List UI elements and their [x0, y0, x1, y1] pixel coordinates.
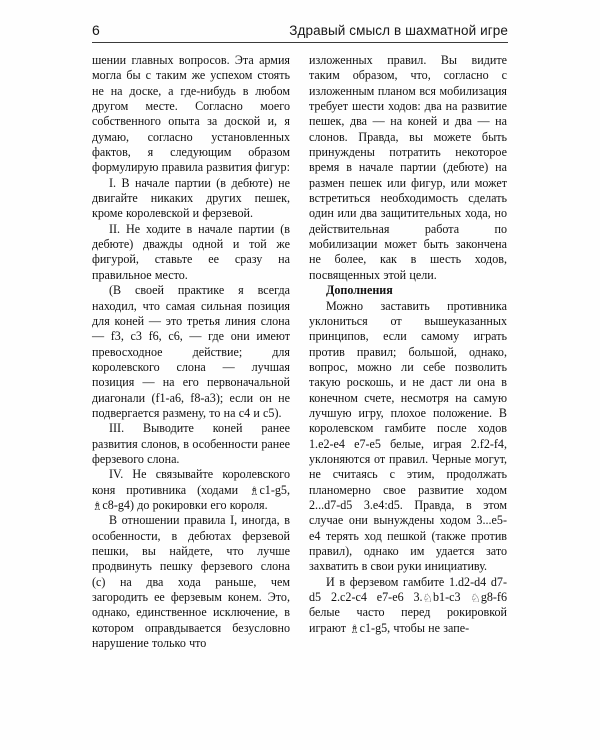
knight-icon: ♘: [470, 591, 481, 606]
paragraph-continuation: шении главных вопросов. Эта армия могла бы с таким же успехом стоять не на доске, а где-нибудь в любом другом месте. Согласно моего собственного опыта за доской и, я думаю, согласно установленных фактов, я следующим образом формулирую правила развития фигур:: [92, 53, 290, 175]
left-column: [92, 53, 290, 732]
queens-gambit-text-3: g8-f6 белые часто перед рокировкой играют: [309, 590, 508, 635]
practice-note-paragraph: (В своей практике я всегда находил, что самая сильная позиция для коней — это третья линия слона — f3, c3 f6, c6, — где они имеют превосходное действие; для королевского слона — лучшая позиция — на его первоначальной диагонали (f1-a6, f8-a3); если он не подвергается размену, то на c4 и c5).: [92, 283, 290, 420]
running-head: [92, 22, 508, 38]
rule-four-paragraph: [92, 467, 290, 513]
bishop-icon: ♗: [349, 621, 360, 636]
mobilization-paragraph: изложенных правил. Вы видите таким образом, что, согласно с изложенным планом вся мобилизация требует шести ходов: два на развитие пешек, два — на коней и два — на слонов. Правда, вы можете быть принуждены потратить некоторое время в начале партии (дебюте) на размен пешек или фигур, или может встретиться необходимость сделать один или два защитительных хода, но действительная работа по мобилизации может быть закончена не более, как в шесть ходов, посвященных этой цели.: [309, 53, 507, 282]
rule-one-exception-paragraph: В отношении правила I, иногда, в особенности, в дебютах ферзевой пешки, вы найдете, что лучше продвинуть пешку ферзевого слона (c) на два хода раньше, чем загородить ее ферзевым конем. Это, однако, единственное исключение, в котором оправдывается безусловно нарушение только что: [92, 513, 290, 651]
bishop-icon: ♗: [249, 483, 260, 498]
header-rule: [92, 42, 508, 43]
rule-two-paragraph: II. Не ходите в начале партии (в дебюте) дважды одной и той же фигурой, ставьте ее сразу на правильное место.: [92, 221, 290, 282]
queens-gambit-text-end: c1-g5, чтобы не запе-: [359, 620, 470, 635]
queens-gambit-text-2: b1-c3: [432, 590, 471, 605]
bishop-icon: ♗: [92, 498, 103, 513]
rule-four-text-start: IV. Не связывайте королевского коня противника (ходами: [92, 467, 290, 497]
rule-one-paragraph: I. В начале партии (в дебюте) не двигайте никаких других пешек, кроме королевской и ферзевой.: [92, 175, 290, 221]
section-heading-additions: Дополнения: [326, 283, 393, 298]
page-number: 6: [92, 22, 100, 38]
running-title: Здравый смысл в шахматной игре: [289, 23, 508, 38]
knight-icon: ♘: [422, 591, 433, 606]
queens-gambit-text-start: И в ферзевом гамбите 1.d2-d4 d7-d5 2.c2-c4 e7-e6 3.: [309, 574, 507, 605]
right-column: [309, 53, 507, 732]
additions-paragraph: Можно заставить противника уклониться от вышеуказанных принципов, если самому играть против правил; большой, однако, вопрос, можно ли себе позволить такую роскошь, и не даст ли она в конечном счете, несмотря на самую лучшую игру, плохое положение. В королевском гамбите после ходов 1.e2-e4 e7-e5 белые, играя 2.f2-f4, уклоняются от правил. Черные могут, не считаясь с этим, продолжать планомерно свое развитие ходом 2...d7-d5 3.e4:d5. Правда, в этом случае они вынуждены ходом 3...e5-e4 терять ход пешкой (также против правил), однако им удается зато захватить в свои руки инициативу.: [309, 298, 507, 574]
body-columns: [92, 53, 508, 732]
queens-gambit-paragraph: [309, 575, 507, 636]
rule-four-text-mid: c1-g5,: [259, 482, 290, 497]
rule-four-text-end: c8-g4) до рокировки его короля.: [102, 497, 268, 512]
rule-three-paragraph: III. Выводите коней ранее развития слонов, в особенности ранее ферзевого слона.: [92, 421, 290, 466]
